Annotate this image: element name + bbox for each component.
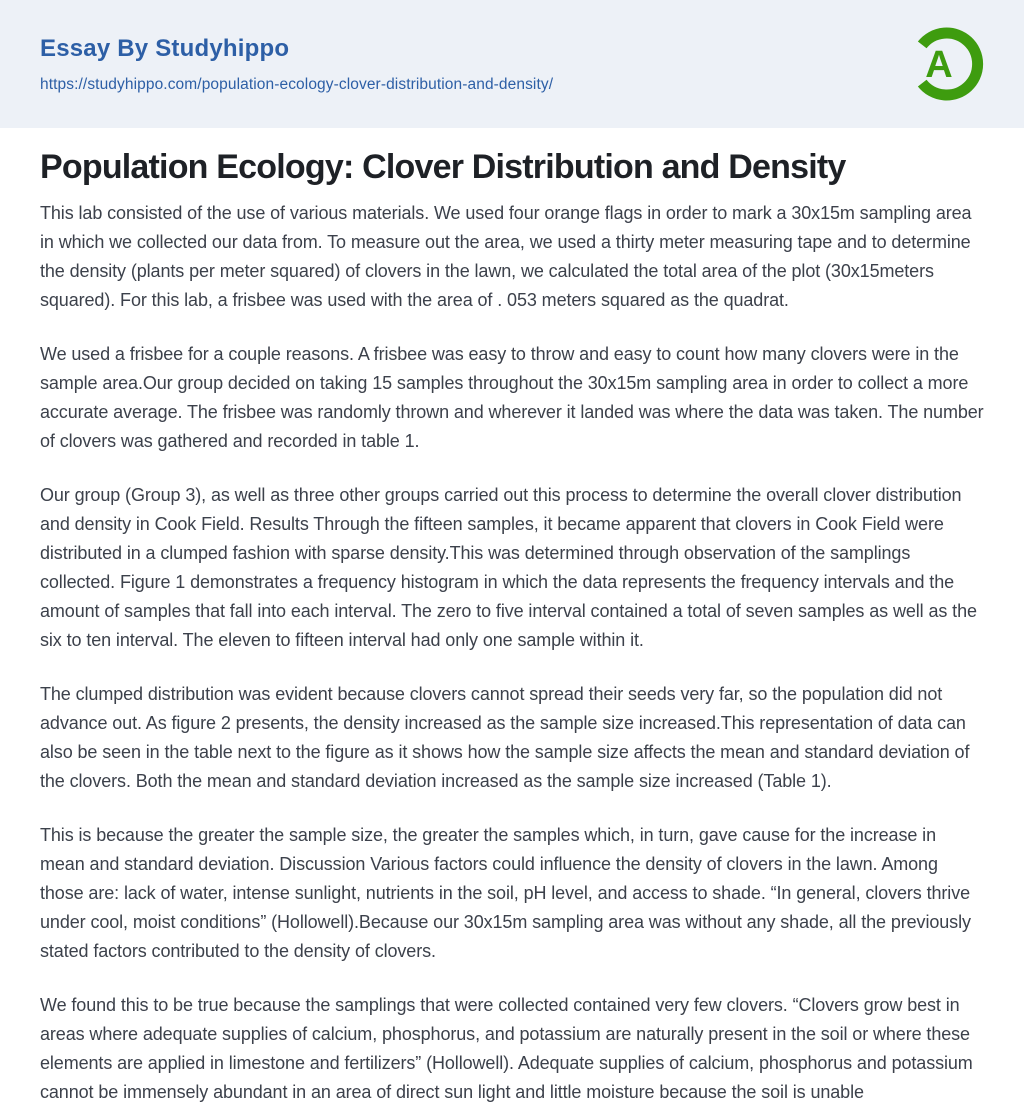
essay-paragraph: Our group (Group 3), as well as three other groups carried out this process to determine the overall clover distribution and density in Cook Field. Results Through the fifteen samples, it became apparent that clovers in Cook Field were distributed in a clumped fashion with sparse density.This was determined through observation of the samplings collected. Figure 1 demonstrates a frequency histogram in which the data represents the frequency intervals and the amount of samples that fall into each interval. The zero to five interval contained a total of seven samples as well as the six to ten interval. The eleven to fifteen interval had only one sample within it.	[40, 485, 977, 650]
essay-paragraph: We found this to be true because the samplings that were collected contained very few clovers. “Clovers grow best in areas where adequate supplies of calcium, phosphorus, and potassium are naturally present in the soil or where these elements are applied in limestone and fertilizers” (Hollowell). Adequate supplies of calcium, phosphorus and potassium cannot be immensely abundant in an area of direct sun light and little moisture because the soil is unable	[40, 995, 973, 1102]
essay-paragraph: We used a frisbee for a couple reasons. A frisbee was easy to throw and easy to count how many clovers were in the sample area.Our group decided on taking 15 samples throughout the 30x15m sampling area in order to collect a more accurate average. The frisbee was randomly thrown and wherever it landed was where the data was taken. The number of clovers was gathered and recorded in table 1.	[40, 344, 984, 451]
page-header	[0, 0, 1024, 128]
site-name-link[interactable]: Essay By Studyhippo	[40, 34, 290, 62]
essay-url-link[interactable]: https://studyhippo.com/population-ecology-clover-distribution-and-density/	[40, 75, 554, 93]
logo-letter: A	[925, 43, 953, 86]
essay-body	[40, 199, 984, 1107]
essay-content	[0, 128, 1024, 1107]
essay-paragraph: This is because the greater the sample size, the greater the samples which, in turn, gave cause for the increase in mean and standard deviation. Discussion Various factors could influence the density of clovers in the lawn. Among those are: lack of water, intense sunlight, nutrients in the soil, pH level, and access to shade. “In general, clovers thrive under cool, moist conditions” (Hollowell).Because our 30x15m sampling area was without any shade, all the previously stated factors contributed to the density of clovers.	[40, 825, 971, 961]
studyhippo-logo[interactable]	[908, 26, 984, 102]
header-text-block	[40, 35, 553, 94]
essay-paragraph: The clumped distribution was evident because clovers cannot spread their seeds very far, so the population did not advance out. As figure 2 presents, the density increased as the sample size increased.This representation of data can also be seen in the table next to the figure as it shows how the sample size affects the mean and standard deviation of the clovers. Both the mean and standard deviation increased as the sample size increased (Table 1).	[40, 684, 970, 791]
essay-paragraph: This lab consisted of the use of various materials. We used four orange flags in order to mark a 30x15m sampling area in which we collected our data from. To measure out the area, we used a thirty meter measuring tape and to determine the density (plants per meter squared) of clovers in the lawn, we calculated the total area of the plot (30x15meters squared). For this lab, a frisbee was used with the area of . 053 meters squared as the quadrat.	[40, 203, 972, 310]
page-title: Population Ecology: Clover Distribution and Density	[40, 148, 846, 186]
